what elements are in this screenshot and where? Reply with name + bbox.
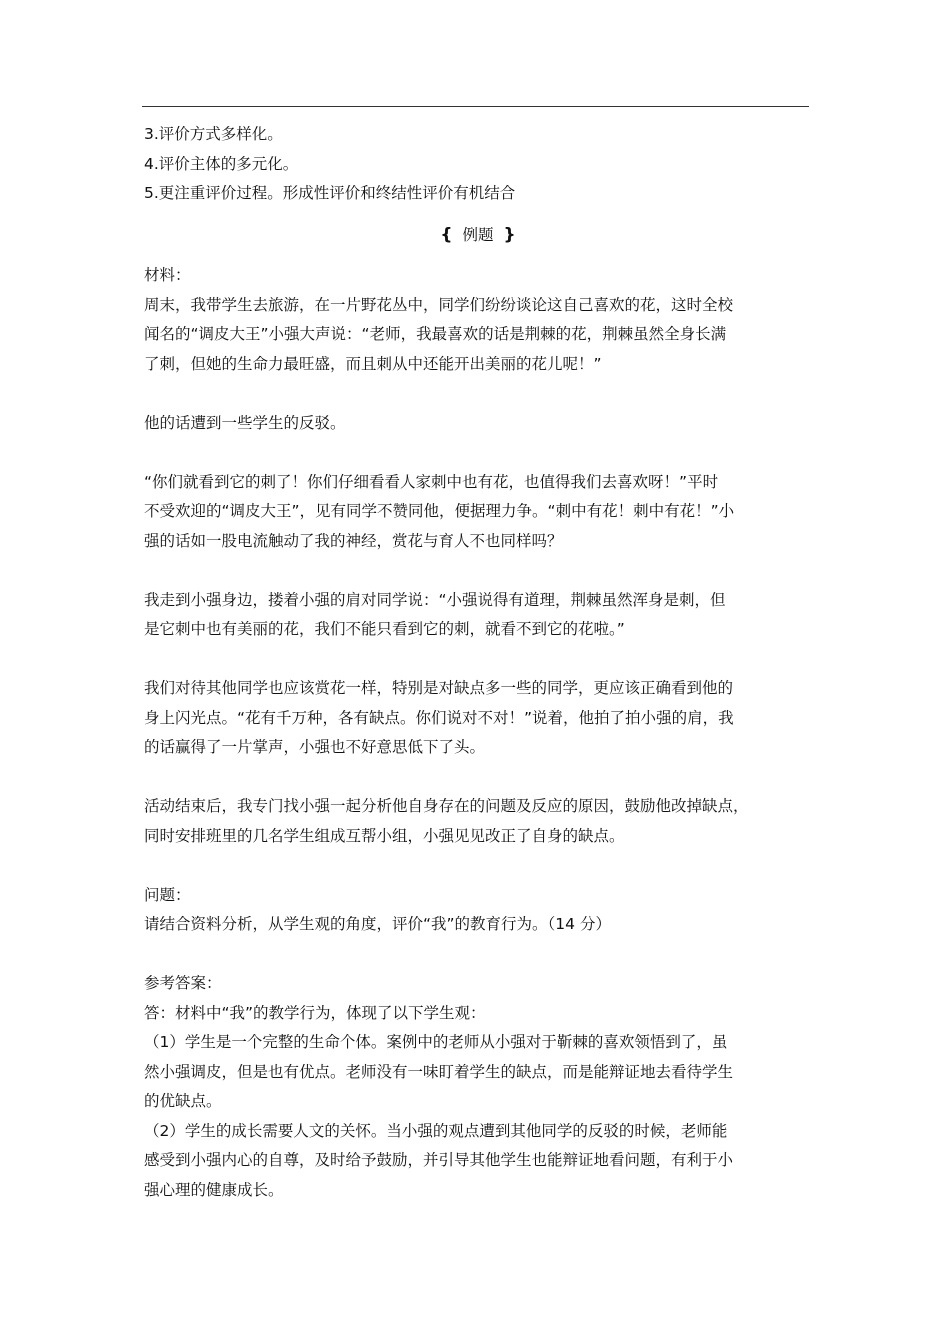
document-body	[144, 120, 812, 1205]
answer-line: 的优缺点。	[144, 1092, 222, 1110]
paragraph-line: 了刺，但她的生命力最旺盛，而且刺从中还能开出美丽的花儿呢！”	[144, 354, 602, 373]
paragraph-line: 的话赢得了一片掌声，小强也不好意思低下了头。	[144, 738, 486, 756]
question-label: 问题：	[144, 885, 191, 904]
example-title: 例题	[462, 225, 494, 244]
paragraph-line: 同时安排班里的几名学生组成互帮小组，小强见见改正了自身的缺点。	[144, 826, 625, 845]
paragraph-line: 强的话如一股电流触动了我的神经，赏花与育人不也同样吗？	[144, 531, 563, 550]
paragraph-2	[144, 409, 812, 439]
answer-item-2	[144, 1117, 812, 1206]
question-text: 请结合资料分析，从学生观的角度，评价“我”的教育行为。（14 分）	[144, 915, 611, 933]
point-5: 5.更注重评价过程。形成性评价和终结性评价有机结合	[144, 184, 516, 202]
paragraph-line: 闻名的“调皮大王”小强大声说：“老师，我最喜欢的话是荆棘的花，荆棘虽然全身长满	[144, 325, 727, 343]
answer-line: （2）学生的成长需要人文的关怀。当小强的观点遭到其他同学的反驳的时候，老师能	[144, 1121, 728, 1140]
point-3: 3.评价方式多样化。	[144, 125, 283, 143]
brace-right: }	[503, 224, 516, 245]
paragraph-1	[144, 291, 812, 380]
paragraph-line: 活动结束后，我专门找小强一起分析他自身存在的问题及反应的原因，鼓励他改掉缺点，	[144, 797, 749, 815]
paragraph-line: 他的话遭到一些学生的反驳。	[144, 413, 346, 432]
answer-line: （1）学生是一个完整的生命个体。案例中的老师从小强对于靳棘的喜欢领悟到了，虽	[144, 1033, 728, 1051]
example-heading	[144, 209, 812, 262]
paragraph-line: “你们就看到它的刺了！你们仔细看看人家刺中也有花，也值得我们去喜欢呀！”平时	[144, 472, 719, 491]
paragraph-5	[144, 674, 812, 763]
paragraph-line: 身上闪光点。“花有千万种，各有缺点。你们说对不对！”说着，他拍了拍小强的肩，我	[144, 708, 734, 727]
header-rule	[142, 106, 809, 107]
answer-line: 强心理的健康成长。	[144, 1180, 284, 1199]
answer-item-1	[144, 1028, 812, 1117]
answer-intro: 答：材料中“我”的教学行为，体现了以下学生观：	[144, 1003, 486, 1022]
paragraph-line: 是它刺中也有美丽的花，我们不能只看到它的刺，就看不到它的花啦。”	[144, 620, 625, 638]
paragraph-line: 不受欢迎的“调皮大王”，见有同学不赞同他，便据理力争。“刺中有花！刺中有花！”小	[144, 502, 735, 520]
material-label: 材料：	[144, 266, 191, 284]
paragraph-line: 我们对待其他同学也应该赏花一样，特别是对缺点多一些的同学，更应该正确看到他的	[144, 679, 734, 697]
point-4: 4.评价主体的多元化。	[144, 154, 299, 173]
paragraph-4	[144, 586, 812, 645]
paragraph-line: 我走到小强身边，搂着小强的肩对同学说：“小强说得有道理，荆棘虽然浑身是刺，但	[144, 590, 726, 609]
brace-left: {	[440, 224, 453, 245]
answer-line: 感受到小强内心的自尊，及时给予鼓励，并引导其他学生也能辩证地看问题，有利于小	[144, 1151, 734, 1169]
answer-line: 然小强调皮，但是也有优点。老师没有一味盯着学生的缺点，而是能辩证地去看待学生	[144, 1062, 734, 1081]
answer-label: 参考答案：	[144, 974, 222, 992]
paragraph-6	[144, 792, 812, 851]
paragraph-line: 周末，我带学生去旅游，在一片野花丛中，同学们纷纷谈论这自己喜欢的花，这时全校	[144, 295, 734, 314]
paragraph-3	[144, 468, 812, 557]
